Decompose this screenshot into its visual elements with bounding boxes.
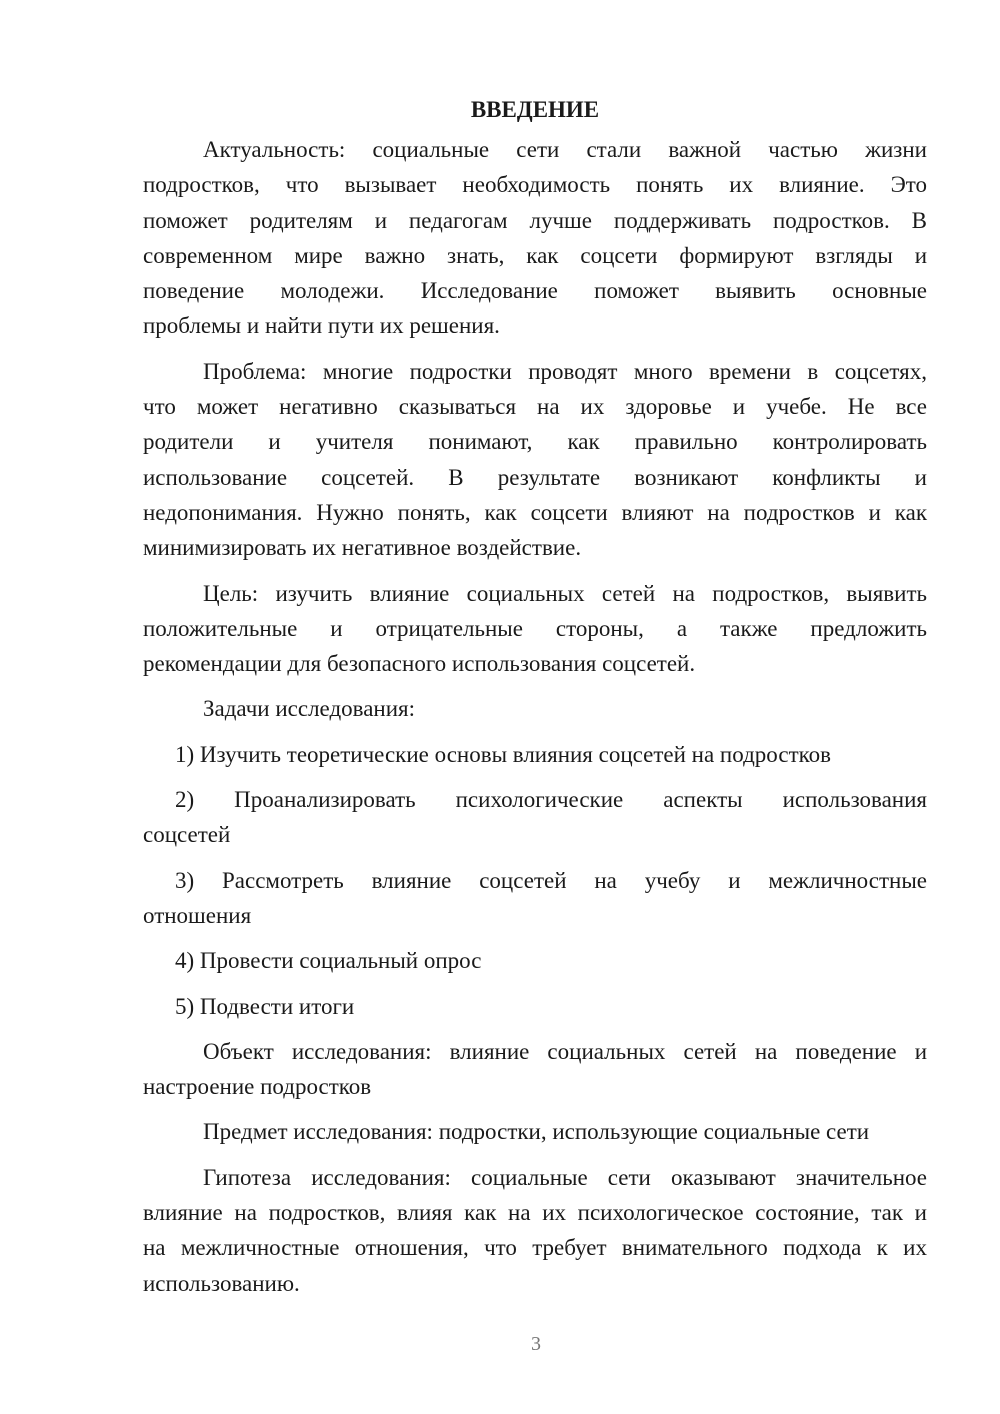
text-line: подростков, что вызывает необходимость понять их влияние. Это [143, 172, 927, 198]
list-item [143, 863, 927, 934]
text-line: использованию. [143, 1270, 300, 1296]
section-title: ВВЕДЕНИЕ [470, 97, 600, 122]
list-item [143, 737, 927, 772]
text-line: на межличностные отношения, что требует внимательного подхода к их [143, 1235, 927, 1261]
paragraph [143, 1160, 927, 1301]
text-line: Проблема: многие подростки проводят много времени в соцсетях, [203, 358, 927, 384]
text-line: Предмет исследования: подростки, использующие социальные сети [203, 1119, 870, 1145]
text-line: минимизировать их негативное воздействие. [143, 535, 582, 561]
list-item [143, 989, 927, 1024]
text-line: Объект исследования: влияние социальных сетей на поведение и [203, 1038, 927, 1064]
text-line: соцсетей [143, 822, 231, 848]
text-line: проблемы и найти пути их решения. [143, 313, 500, 339]
text-line: недопонимания. Нужно понять, как соцсети влияют на подростков и как [143, 499, 927, 525]
text-line: Задачи исследования: [203, 696, 416, 722]
text-line: 1) Изучить теоретические основы влияния соцсетей на подростков [175, 741, 831, 767]
text-line: Гипотеза исследования: социальные сети оказывают значительное [203, 1164, 927, 1190]
text-line: 3) Рассмотреть влияние соцсетей на учебу и межличностные [175, 867, 927, 893]
paragraph [143, 1034, 927, 1105]
text-line: 4) Провести социальный опрос [175, 948, 482, 974]
text-line: поможет родителям и педагогам лучше поддерживать подростков. В [143, 207, 927, 233]
paragraph [143, 576, 927, 682]
text-line: поведение молодежи. Исследование поможет выявить основные [143, 278, 927, 304]
text-line: 5) Подвести итоги [175, 993, 355, 1019]
text-line: родители и учителя понимают, как правильно контролировать [143, 429, 927, 455]
text-line: Актуальность: социальные сети стали важной частью жизни [203, 137, 927, 162]
text-line: влияние на подростков, влияя как на их психологическое состояние, так и [143, 1200, 927, 1226]
paragraph [143, 691, 927, 726]
text-line: настроение подростков [143, 1074, 372, 1100]
text-line: Цель: изучить влияние социальных сетей на подростков, выявить [203, 580, 927, 606]
text-line: рекомендации для безопасного использования соцсетей. [143, 651, 696, 677]
text-line: 2) Проанализировать психологические аспекты использования [175, 787, 927, 813]
document-page [143, 92, 927, 1311]
text-line: современном мире важно знать, как соцсети формируют взгляды и [143, 242, 927, 268]
list-item [143, 943, 927, 978]
page-number: 3 [531, 1333, 541, 1355]
list-item [143, 782, 927, 853]
text-line: положительные и отрицательные стороны, а также предложить [143, 615, 927, 641]
document-body [143, 132, 927, 1301]
paragraph [143, 354, 927, 566]
text-line: что может негативно сказываться на их здоровье и учебе. Не все [143, 394, 927, 420]
paragraph [143, 1114, 927, 1149]
text-line: отношения [143, 902, 252, 928]
text-line: использование соцсетей. В результате возникают конфликты и [143, 464, 927, 490]
paragraph [143, 132, 927, 344]
